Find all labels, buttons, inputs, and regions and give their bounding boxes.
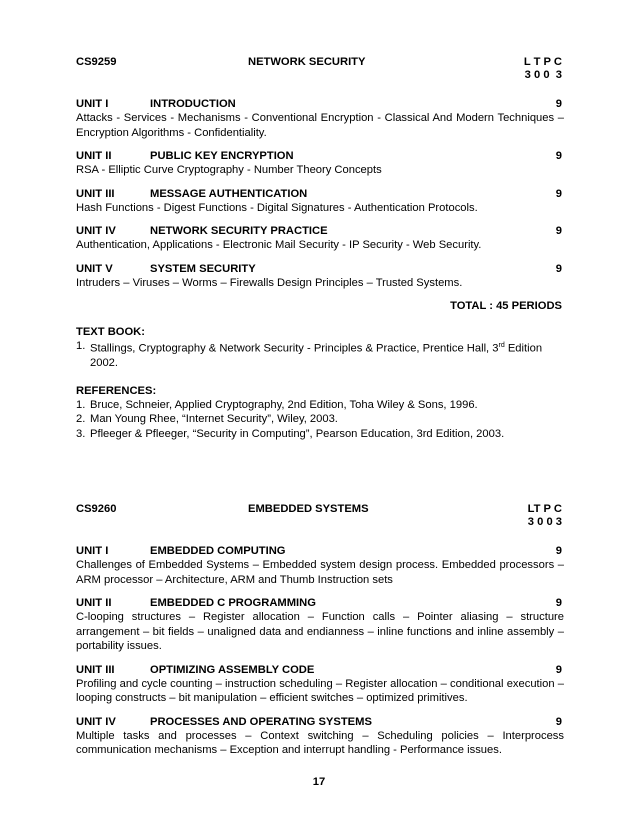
unit-heading [76, 545, 564, 558]
unit-number: UNIT III [76, 187, 115, 200]
unit-number: UNIT I [76, 98, 109, 110]
unit-body: Challenges of Embedded Systems – Embedded system design process. Embedded processors – ARM processor – Architecture, ARM and Thumb Instruction sets [76, 559, 564, 586]
unit-number: UNIT IV [76, 225, 116, 237]
unit-body: Hash Functions - Digest Functions - Digital Signatures - Authentication Protocols. [76, 201, 478, 214]
unit-name: PROCESSES AND OPERATING SYSTEMS [150, 715, 372, 728]
course-title: NETWORK SECURITY [248, 56, 366, 68]
unit-hours: 9 [555, 225, 562, 237]
unit-name: INTRODUCTION [150, 98, 236, 110]
unit-hours: 9 [555, 262, 562, 275]
unit-hours: 9 [555, 545, 562, 557]
ltpc-block [524, 56, 562, 82]
unit-hours: 9 [555, 715, 562, 728]
unit-heading [76, 597, 564, 610]
unit-number: UNIT I [76, 545, 109, 557]
unit-name: PUBLIC KEY ENCRYPTION [150, 150, 294, 162]
reference-item [76, 412, 564, 427]
course-code: CS9259 [76, 56, 117, 68]
unit-block [76, 150, 564, 178]
course-title: EMBEDDED SYSTEMS [248, 503, 369, 515]
unit-block [76, 545, 564, 587]
reference-item [76, 427, 564, 442]
unit-body: Multiple tasks and processes – Context switching – Scheduling policies – Interprocess communication mechanisms – Exception and interrupt handling - Performance issues. [76, 729, 564, 756]
reference-number: 3. [76, 427, 86, 440]
textbook-sup: rd [498, 342, 505, 349]
textbook-heading: TEXT BOOK: [76, 326, 145, 338]
references-list [76, 398, 564, 442]
unit-body: RSA - Elliptic Curve Cryptography - Number Theory Concepts [76, 164, 382, 176]
reference-text: Man Young Rhee, “Internet Security”, Wiley, 2003. [90, 413, 338, 426]
reference-text: Pfleeger & Pfleeger, “Security in Computing”, Pearson Education, 3rd Edition, 2003. [90, 427, 505, 440]
unit-body: C-looping structures – Register allocation – Function calls – Pointer aliasing – structure arrangement – bit fields – unaligned data and endianness – inline functions and inline assembly – portability issues. [76, 611, 564, 652]
unit-body: Authentication, Applications - Electronic Mail Security - IP Security - Web Security. [76, 239, 482, 251]
ltpc-values: 3 0 0 3 [524, 69, 562, 81]
unit-hours: 9 [555, 150, 562, 162]
unit-name: SYSTEM SECURITY [150, 262, 256, 275]
unit-name: OPTIMIZING ASSEMBLY CODE [150, 663, 315, 676]
course-embedded-systems [76, 503, 564, 758]
unit-heading [76, 263, 564, 276]
ltpc-block [528, 503, 562, 529]
reference-number: 2. [76, 413, 86, 426]
course-network-security [76, 56, 564, 441]
unit-name: MESSAGE AUTHENTICATION [150, 187, 308, 200]
reference-text: Bruce, Schneier, Applied Cryptography, 2nd Edition, Toha Wiley & Sons, 1996. [90, 398, 478, 411]
reference-number: 1. [76, 398, 86, 411]
unit-number: UNIT II [76, 150, 112, 162]
unit-name: NETWORK SECURITY PRACTICE [150, 225, 328, 237]
unit-block [76, 225, 564, 253]
course-code: CS9260 [76, 503, 117, 515]
textbook-item [76, 339, 564, 371]
textbook-text-after: Edition 2002. [90, 342, 543, 370]
unit-block [76, 664, 564, 706]
unit-block [76, 188, 564, 216]
textbook-list [76, 339, 564, 371]
unit-hours: 9 [555, 663, 562, 676]
unit-number: UNIT IV [76, 715, 116, 728]
textbook-number: 1. [76, 340, 86, 352]
unit-body: Profiling and cycle counting – instruction scheduling – Register allocation – conditional execution – looping constructs – bit manipulation – efficient switches – optimized primitives. [76, 677, 564, 704]
unit-number: UNIT II [76, 597, 112, 609]
unit-number: UNIT V [76, 262, 113, 275]
course-header [76, 56, 564, 88]
unit-name: EMBEDDED COMPUTING [150, 545, 286, 557]
unit-block [76, 716, 564, 758]
unit-body: Intruders – Viruses – Worms – Firewalls Design Principles – Trusted Systems. [76, 276, 463, 289]
unit-hours: 9 [555, 597, 562, 609]
unit-block [76, 98, 564, 140]
unit-number: UNIT III [76, 663, 115, 676]
ltpc-values: 3 0 0 3 [527, 516, 562, 528]
ltpc-label: L T P C [523, 56, 562, 68]
ltpc-label: LT P C [527, 503, 562, 515]
unit-name: EMBEDDED C PROGRAMMING [150, 597, 316, 609]
textbook-text: Stallings, Cryptography & Network Security - Principles & Practice, Prentice Hall, 3 [90, 342, 499, 355]
unit-block [76, 597, 564, 654]
unit-heading [76, 664, 564, 677]
unit-block [76, 263, 564, 291]
references-heading: REFERENCES: [76, 384, 157, 397]
unit-hours: 9 [555, 98, 562, 110]
unit-heading [76, 150, 564, 163]
unit-heading [76, 225, 564, 238]
unit-heading [76, 98, 564, 111]
unit-heading [76, 188, 564, 201]
total-periods: TOTAL : 45 PERIODS [450, 300, 562, 312]
unit-heading [76, 716, 564, 729]
page-number: 17 [312, 776, 326, 788]
unit-body: Attacks - Services - Mechanisms - Conventional Encryption - Classical And Modern Techniques – Encryption Algorithms - Confidentiality. [76, 112, 564, 139]
reference-item [76, 398, 564, 413]
course-header [76, 503, 564, 535]
unit-hours: 9 [555, 187, 562, 200]
